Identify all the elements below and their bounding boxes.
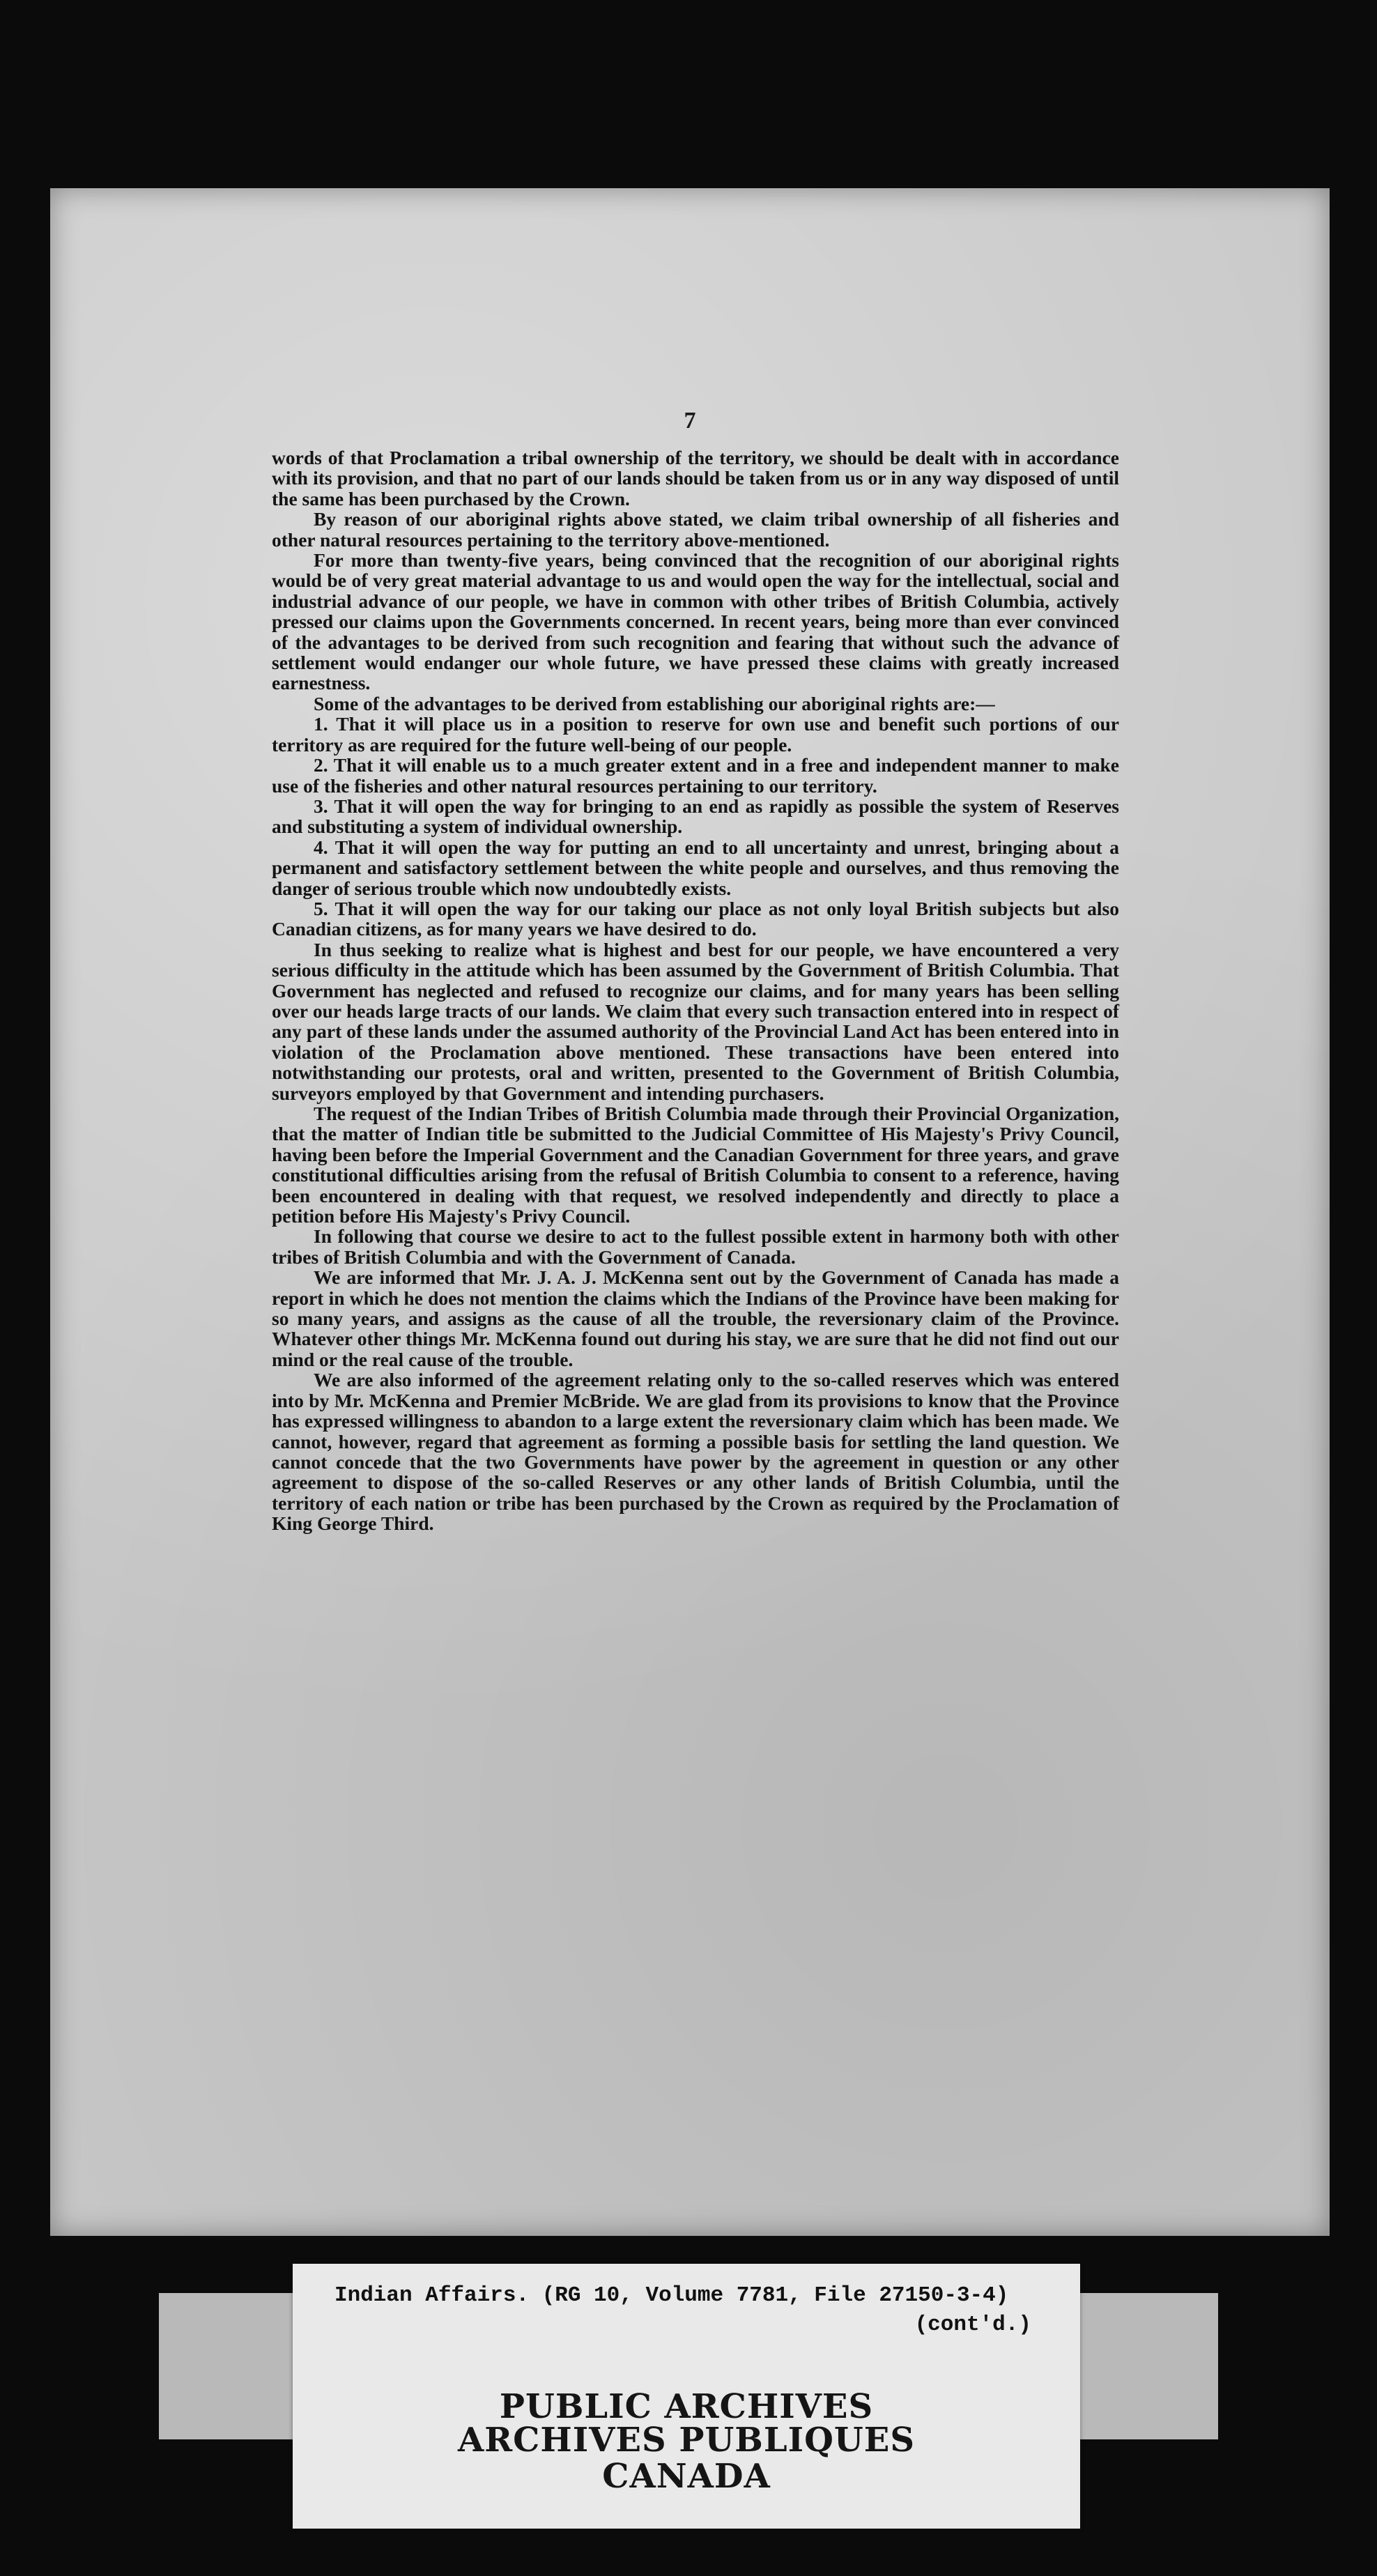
paragraph: We are informed that Mr. J. A. J. McKenna sent out by the Government of Canada has made a report in which he does not mention the claims which the Indians of the Province have been making for so many years, and assigns as the cause of all the trouble, the reversionary claim of the Province. Whatever other things Mr. McKenna found out during his stay, we are sure that he did not find out our mind or the real cause of the trouble. — [272, 1266, 1119, 1370]
list-item: 2. That it will enable us to a much greater extent and in a free and independent manner to make use of the fisheries and other natural resources pertaining to our territory. — [272, 754, 1119, 797]
paragraph: Some of the advantages to be derived from establishing our aboriginal rights are:— — [314, 692, 995, 714]
continued-note: (cont'd.) — [914, 2313, 1031, 2337]
paragraph: words of that Proclamation a tribal ownership of the territory, we should be dealt with in accordance with its provision, and that no part of our lands should be taken from us or in any way disposed of until the same has been purchased by the Crown. — [272, 447, 1119, 509]
file-reference: Indian Affairs. (RG 10, Volume 7781, File 27150-3-4) — [334, 2283, 1009, 2308]
page-number: 7 — [684, 408, 696, 434]
paragraph: By reason of our aboriginal rights above stated, we claim tribal ownership of all fisheries and other natural resources pertaining to the territory above-mentioned. — [272, 508, 1119, 551]
paragraph: The request of the Indian Tribes of British Columbia made through their Provincial Organization, that the matter of Indian title be submitted to the Judicial Committee of His Majesty's Privy Council, having been before the Imperial Government and the Canadian Government for three years, and grave constitutional difficulties arising from the refusal of British Columbia to consent to a reference, having been encountered in dealing with that request, we resolved independently and directly to place a petition before His Majesty's Privy Council. — [272, 1103, 1119, 1227]
paragraph: For more than twenty-five years, being convinced that the recognition of our aboriginal rights would be of very great material advantage to us and would open the way for the intellectual, social and industrial advance of our people, we have in common with other tribes of British Columbia, actively pressed our claims upon the Governments concerned. In recent years, being more than ever convinced of the advantages to be derived from such recognition and fearing that without such the advance of settlement would endanger our whole future, we have pressed these claims with greatly increased earnestness. — [272, 549, 1119, 694]
archive-label — [293, 2264, 1080, 2529]
list-item: 5. That it will open the way for our taking our place as not only loyal British subjects but also Canadian citizens, as for many years we have desired to do. — [272, 897, 1119, 940]
list-item: 3. That it will open the way for bringing to an end as rapidly as possible the system of Reserves and substituting a system of individual ownership. — [272, 795, 1119, 838]
archive-name-english: PUBLIC ARCHIVES — [499, 2387, 874, 2426]
archive-name-french: ARCHIVES PUBLIQUES — [458, 2421, 915, 2460]
archive-country: CANADA — [602, 2457, 771, 2496]
paragraph: In following that course we desire to act to the fullest possible extent in harmony both with other tribes of British Columbia and with the Government of Canada. — [272, 1225, 1119, 1268]
list-item: 4. That it will open the way for putting an end to all uncertainty and unrest, bringing about a permanent and satisfactory settlement between the white people and ourselves, and thus removing the danger of serious trouble which now undoubtedly exists. — [272, 836, 1119, 899]
paragraph: We are also informed of the agreement relating only to the so-called reserves which was entered into by Mr. McKenna and Premier McBride. We are glad from its provisions to know that the Province has expressed willingness to abandon to a large extent the reversionary claim which has been made. We cannot, however, regard that agreement as forming a possible basis for settling the land question. We cannot concede that the two Governments have power by the agreement in question or any other agreement to dispose of the so-called Reserves or any other lands of British Columbia, until the territory of each nation or tribe has been purchased by the Crown as required by the Proclamation of King George Third. — [272, 1369, 1119, 1535]
paragraph: In thus seeking to realize what is highest and best for our people, we have encountered a very serious difficulty in the attitude which has been assumed by the Government of British Columbia. That Government has neglected and refused to recognize our claims, and for many years has been selling over our heads large tracts of our lands. We claim that every such transaction entered into in respect of any part of these lands under the assumed authority of the Provincial Land Act has been entered into in violation of the Proclamation above mentioned. These transactions have been entered into notwithstanding our protests, oral and written, presented to the Government of British Columbia, surveyors employed by that Government and intending purchasers. — [272, 938, 1119, 1104]
body-text — [272, 447, 1119, 1534]
document-page — [50, 188, 1330, 2236]
list-item: 1. That it will place us in a position to reserve for own use and benefit such portions of our territory as are required for the future well-being of our people. — [272, 713, 1119, 756]
